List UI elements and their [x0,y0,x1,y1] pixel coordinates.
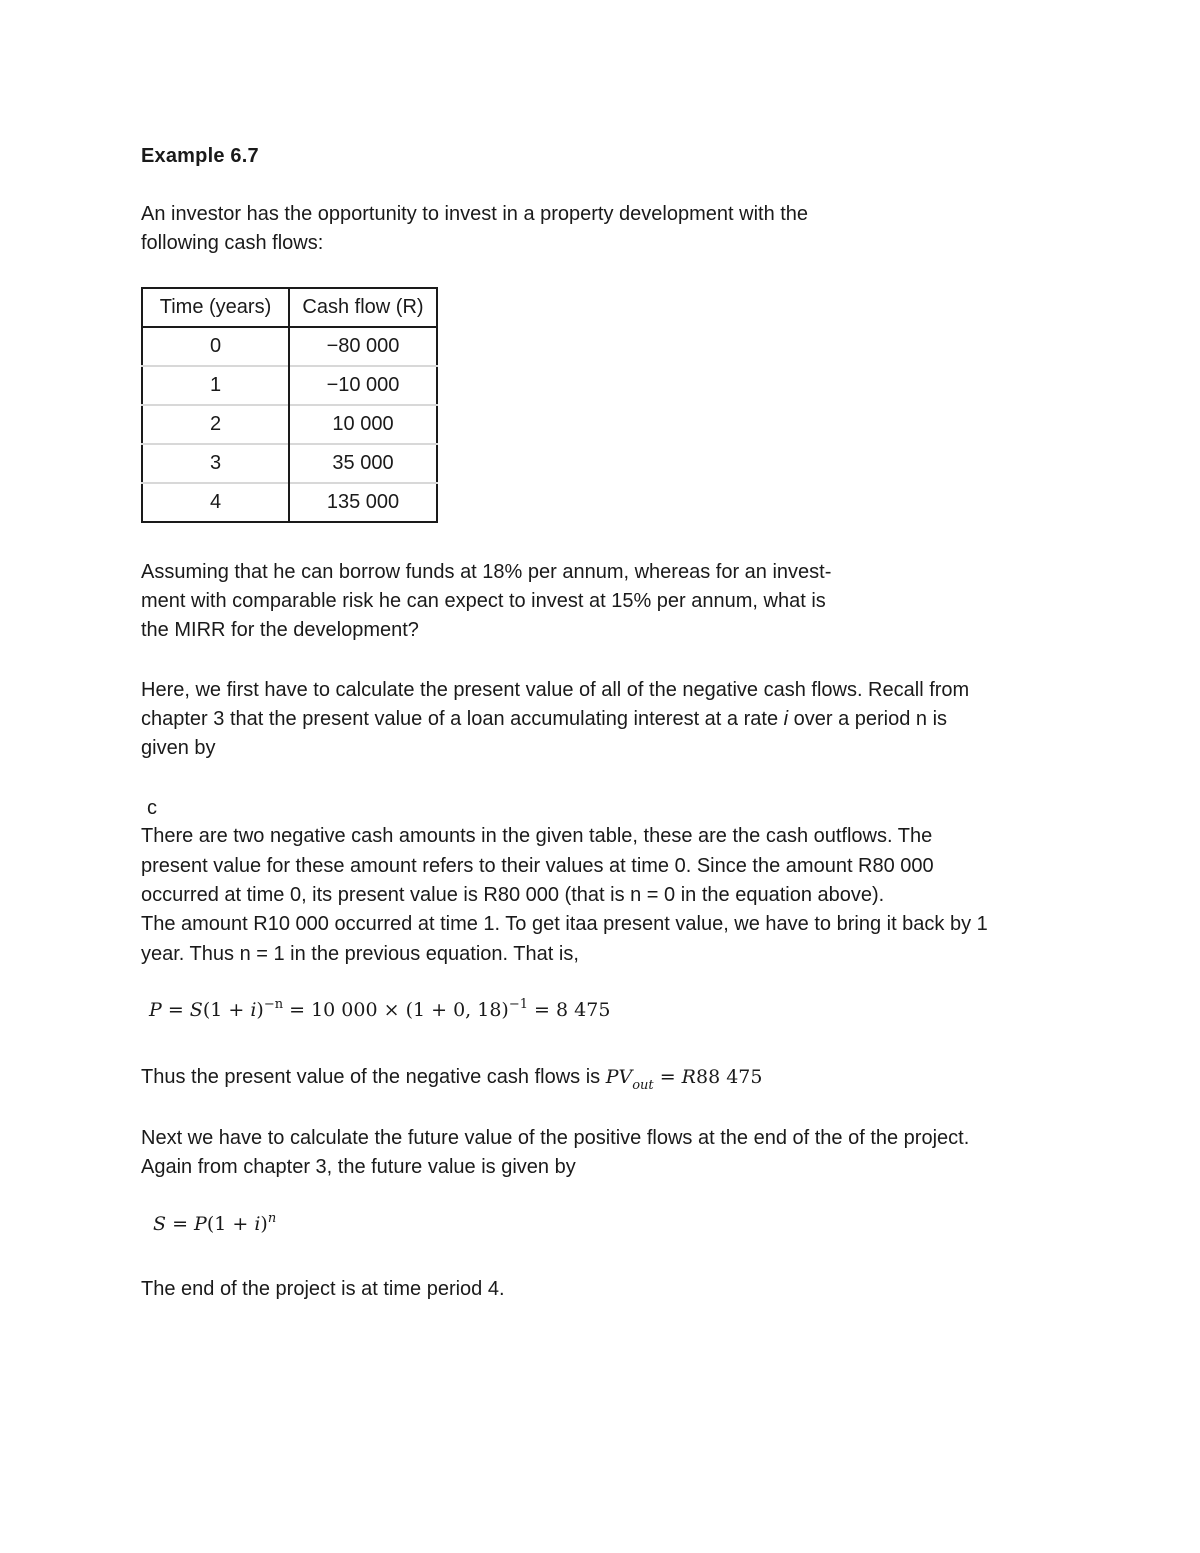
eq2-i: i [254,1213,261,1235]
eq1-paren: (1 + [202,999,251,1021]
para2-line-1: Here, we first have to calculate the present value of all of the negative cash flows. Recall from [141,679,970,701]
eq1-s: S [189,999,203,1021]
pv-currency: R [681,1066,696,1088]
table-cell-cash-flow: −10 000 [289,366,437,405]
para2-line-2-end: over a period n is [788,708,948,730]
eq2-paren: (1 + [206,1213,255,1235]
para3-line-4: The amount R10 000 occurred at time 1. To get itaa present value, we have to bring it back by 1 [141,913,988,935]
table-cell-cash-flow: −80 000 [326,335,400,357]
eq1-middle: = 10 000 × (1 + 0, 18) [283,999,509,1021]
para4-line-2: Again from chapter 3, the future value is given by [141,1156,576,1178]
eq2-p: P [194,1213,207,1235]
eq1-close: ) [256,999,264,1021]
table-cell-time: 0 [142,327,289,366]
eq1-exponent: −n [263,997,284,1012]
cash-flow-table [141,287,438,523]
eq2-exponent: n [267,1211,277,1226]
para3-line-3: occurred at time 0, its present value is R80 000 (that is n = 0 in the equation above). [141,884,885,906]
eq1-equals: = [161,999,190,1021]
eq1-result: = 8 475 [528,999,611,1021]
eq1-exponent-2: −1 [508,997,529,1012]
eq1-i: i [250,999,257,1021]
question-line-1: Assuming that he can borrow funds at 18% per annum, whereas for an invest- [141,561,832,583]
pv-subscript: out [632,1078,654,1093]
para2-line-2 [141,705,947,735]
pv-out-math [605,1066,763,1093]
rate-variable: i [783,708,789,730]
pv-value: 88 475 [695,1066,763,1088]
para4-line-1: Next we have to calculate the future value of the positive flows at the end of the of the project. [141,1127,970,1149]
table-cell-time: 4 [142,483,289,522]
table-cell-cash-flow: 35 000 [289,444,437,483]
table-row [142,483,437,522]
intro-line-1: An investor has the opportunity to invest in a property development with the [141,203,809,225]
pv-equals: = [653,1066,682,1088]
pv-out-line [141,1063,762,1093]
para3-line-5: year. Thus n = 1 in the previous equation. That is, [141,943,579,965]
table-cell-time: 1 [142,366,289,405]
para3-line-1: There are two negative cash amounts in the given table, these are the cash outflows. The [141,825,933,847]
table-row [142,366,437,405]
table-row [142,444,437,483]
table-cell-cash-flow: 10 000 [289,405,437,444]
table-row [142,405,437,444]
para2-line-3: given by [141,737,216,759]
eq2-close: ) [260,1213,268,1235]
example-heading: Example 6.7 [141,145,259,167]
pv-symbol: PV [605,1066,633,1088]
intro-line-2: following cash flows: [141,232,324,254]
table-header-cash-flow: Cash flow (R) [289,288,437,327]
para2-line-2-start: chapter 3 that the present value of a loan accumulating interest at a rate [141,708,784,730]
para3-line-2: present value for these amount refers to their values at time 0. Since the amount R80 000 [141,855,934,877]
question-line-2: ment with comparable risk he can expect to invest at 15% per annum, what is [141,590,826,612]
table-cell-time: 2 [142,405,289,444]
table-header-row [142,288,437,327]
stray-character: c [147,797,157,819]
table-row [142,327,437,366]
present-value-equation [149,999,610,1021]
future-value-equation [153,1213,276,1235]
eq1-p: P [149,999,162,1021]
eq2-equals: = [166,1213,195,1235]
eq2-s: S [153,1213,167,1235]
question-line-3: the MIRR for the development? [141,619,419,641]
table-cell-cash-flow: 135 000 [289,483,437,522]
table-cell-time: 3 [142,444,289,483]
final-line: The end of the project is at time period 4. [141,1278,505,1300]
table-header-time: Time (years) [142,288,289,327]
pv-out-text: Thus the present value of the negative cash flows is [141,1066,606,1088]
